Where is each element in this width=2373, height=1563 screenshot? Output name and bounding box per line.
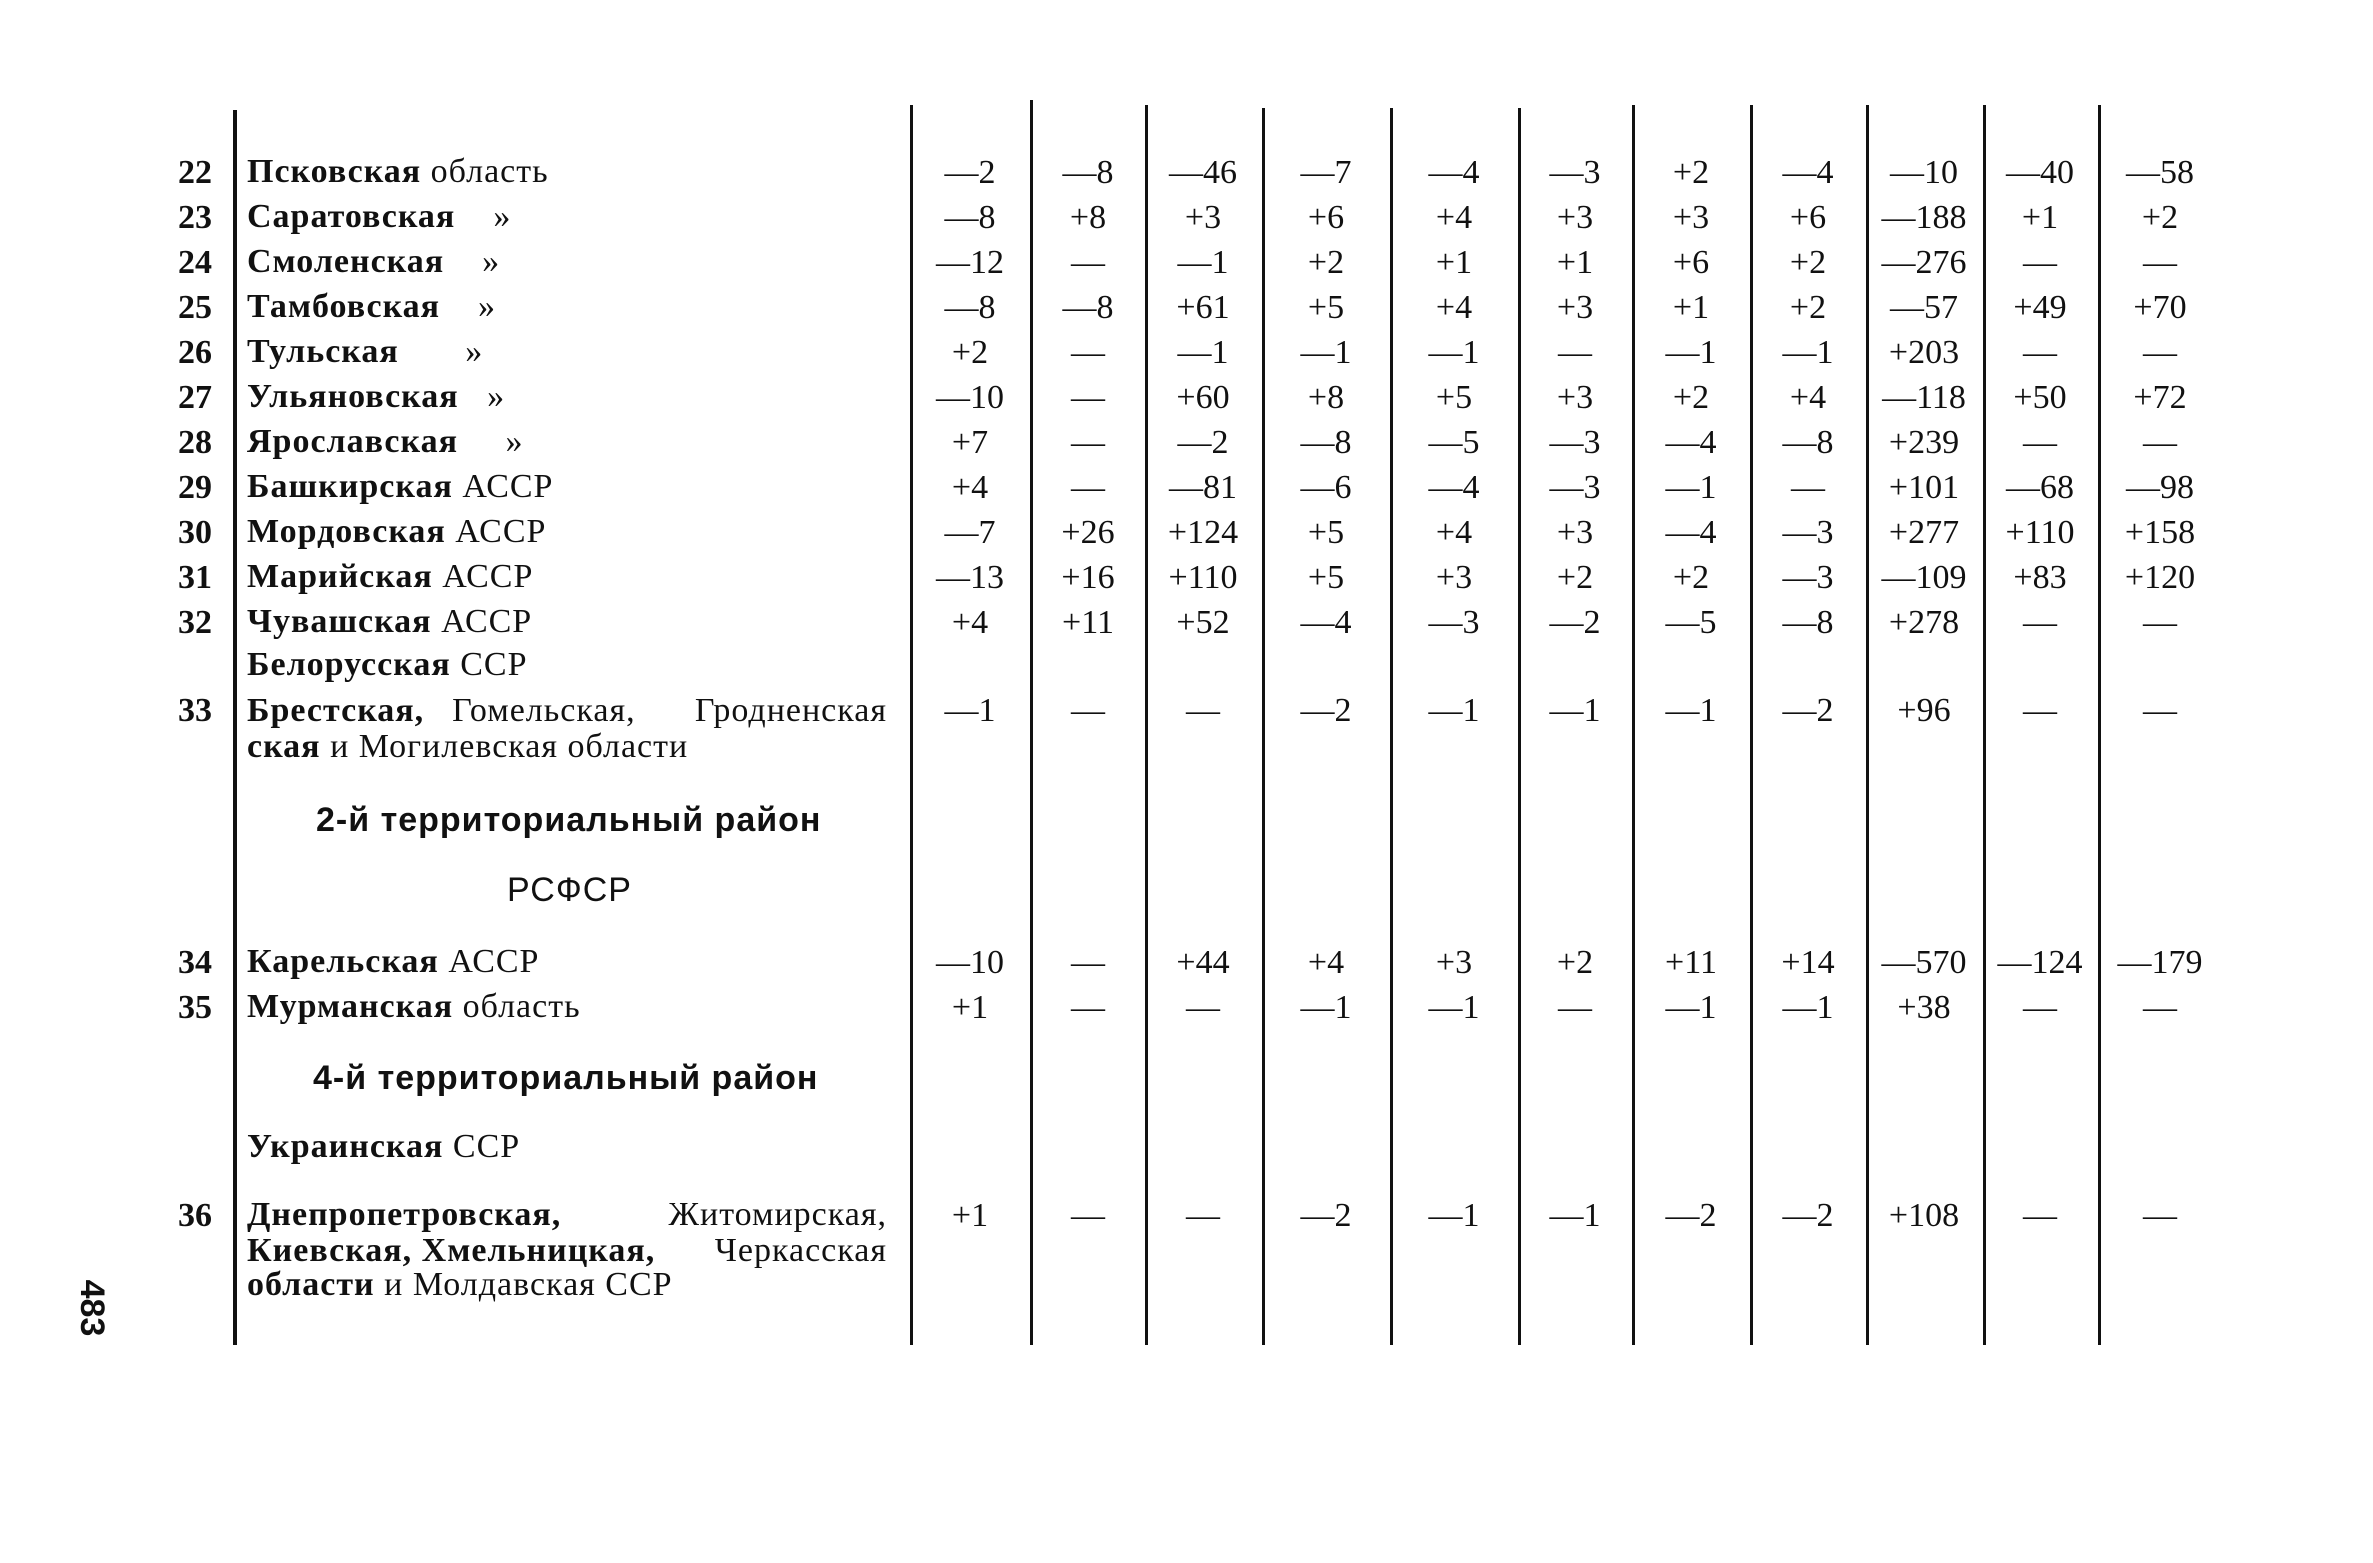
table-cell: —81 (1169, 469, 1237, 506)
row-label-bold: Псковская (247, 153, 422, 190)
table-cell: +6 (1789, 199, 1827, 236)
table-cell: —1 (944, 692, 996, 729)
table-cell: +3 (1556, 199, 1594, 236)
row-label-rest: » (458, 378, 506, 415)
row-label-bold: Чувашская (247, 603, 432, 640)
table-cell: +2 (1556, 944, 1594, 981)
table-cell: +2 (1672, 379, 1710, 416)
table-cell: — (1071, 944, 1105, 981)
table-cell: +61 (1176, 289, 1230, 326)
table-cell: +2 (1789, 244, 1827, 281)
table-cell: —57 (1890, 289, 1958, 326)
column-rule (1632, 105, 1635, 1345)
row-label-bold: области (247, 1266, 375, 1303)
row-number: 28 (178, 424, 212, 461)
table-cell: +60 (1176, 379, 1230, 416)
table-cell: —1 (1428, 692, 1480, 729)
row-label-bold: Тульская (247, 333, 399, 370)
row-label-33 (247, 694, 887, 728)
table-cell: — (2023, 692, 2057, 729)
table-cell: —1 (1782, 334, 1834, 371)
table-cell: +2 (1556, 559, 1594, 596)
table-cell: +5 (1435, 379, 1473, 416)
table-cell: +1 (2021, 199, 2059, 236)
table-cell: +96 (1897, 692, 1951, 729)
row-label-rest: и Могилевская области (320, 728, 689, 765)
row-number: 23 (178, 199, 212, 236)
row-number: 36 (178, 1197, 212, 1234)
table-cell: —2 (944, 154, 996, 191)
table-cell: —179 (2117, 944, 2203, 981)
row-label-bold: Ярославская (247, 423, 458, 460)
table-cell: +1 (1435, 244, 1473, 281)
table-cell: —1 (1549, 692, 1601, 729)
row-label (247, 155, 549, 189)
section-label-rest: ССР (450, 646, 528, 683)
table-cell: —8 (1782, 604, 1834, 641)
table-cell: +3 (1184, 199, 1222, 236)
table-cell: —1 (1177, 334, 1229, 371)
table-cell: +52 (1176, 604, 1230, 641)
table-cell: —124 (1997, 944, 2083, 981)
row-label-bold: Марийская (247, 558, 433, 595)
table-cell: +14 (1781, 944, 1835, 981)
table-cell: — (1186, 989, 1220, 1026)
table-cell: — (1558, 334, 1592, 371)
row-label-rest: АССР (431, 603, 533, 640)
row-label-rest: область (453, 988, 581, 1025)
table-cell: +70 (2133, 289, 2187, 326)
row-label-rest: » (444, 243, 501, 280)
table-cell: +3 (1556, 379, 1594, 416)
table-cell: +2 (951, 334, 989, 371)
table-cell: —2 (1665, 1197, 1717, 1234)
row-label-rest: Житомирская, (668, 1196, 887, 1233)
table-cell: +1 (1556, 244, 1594, 281)
row-label-bold: Карельская (247, 943, 439, 980)
table-cell: —10 (1890, 154, 1958, 191)
column-rule (1390, 108, 1393, 1345)
row-number: 29 (178, 469, 212, 506)
table-cell: +124 (1167, 514, 1239, 551)
table-cell: +203 (1888, 334, 1960, 371)
table-cell: —7 (1300, 154, 1352, 191)
row-number: 31 (178, 559, 212, 596)
table-cell: — (2023, 334, 2057, 371)
section-label-bold: Украинская (247, 1128, 444, 1165)
row-number: 32 (178, 604, 212, 641)
row-number: 35 (178, 989, 212, 1026)
section-label-ukraine (247, 1130, 520, 1164)
table-cell: — (1071, 334, 1105, 371)
table-cell: +5 (1307, 289, 1345, 326)
table-cell: —1 (1428, 989, 1480, 1026)
table-cell: +3 (1556, 514, 1594, 551)
table-cell: +8 (1069, 199, 1107, 236)
table-cell: —13 (936, 559, 1004, 596)
table-cell: +239 (1888, 424, 1960, 461)
table-cell: —3 (1549, 424, 1601, 461)
row-number: 24 (178, 244, 212, 281)
table-cell: —2 (1300, 692, 1352, 729)
table-cell: +83 (2013, 559, 2067, 596)
table-cell: — (1186, 692, 1220, 729)
row-label-rest: область (421, 153, 549, 190)
table-cell: +4 (1435, 289, 1473, 326)
section-label-bold: Белорусская (247, 646, 451, 683)
row-label (247, 560, 533, 594)
table-cell: —118 (1882, 379, 1966, 416)
table-cell: +2 (2141, 199, 2179, 236)
row-label (247, 380, 505, 414)
table-cell: +101 (1888, 469, 1960, 506)
table-cell: —2 (1782, 1197, 1834, 1234)
table-cell: —2 (1177, 424, 1229, 461)
table-cell: — (2143, 424, 2177, 461)
table-cell: +44 (1176, 944, 1230, 981)
row-label-34 (247, 945, 539, 979)
table-cell: —12 (936, 244, 1004, 281)
table-cell: +110 (1168, 559, 1238, 596)
table-cell: —5 (1428, 424, 1480, 461)
table-cell: +2 (1307, 244, 1345, 281)
table-cell: +2 (1672, 559, 1710, 596)
table-cell: — (2143, 989, 2177, 1026)
table-cell: — (2143, 692, 2177, 729)
page-number: 483 (73, 1279, 111, 1337)
row-label-33-line2 (247, 730, 688, 764)
table-cell: +2 (1789, 289, 1827, 326)
row-label-word: Гродненская (694, 692, 887, 729)
table-cell: — (1558, 989, 1592, 1026)
section-label-belarus (247, 648, 527, 682)
row-label-bold: Мурманская (247, 988, 454, 1025)
table-cell: —1 (1665, 989, 1717, 1026)
table-cell: +120 (2124, 559, 2196, 596)
row-label (247, 335, 483, 369)
row-label-line (247, 694, 887, 728)
table-cell: —8 (944, 199, 996, 236)
column-rule (1262, 108, 1265, 1345)
table-cell: +6 (1672, 244, 1710, 281)
table-cell: +4 (1307, 944, 1345, 981)
table-cell: — (1071, 469, 1105, 506)
row-label-line (247, 1198, 887, 1232)
table-cell: — (1071, 989, 1105, 1026)
table-cell: +1 (951, 1197, 989, 1234)
row-label-36-line3 (247, 1268, 673, 1302)
table-cell: —8 (1300, 424, 1352, 461)
table-cell: +4 (1435, 514, 1473, 551)
table-cell: +278 (1888, 604, 1960, 641)
table-cell: —4 (1782, 154, 1834, 191)
table-cell: — (1186, 1197, 1220, 1234)
row-label-36 (247, 1198, 887, 1232)
table-cell: — (2143, 1197, 2177, 1234)
table-cell: — (2023, 604, 2057, 641)
table-cell: +108 (1888, 1197, 1960, 1234)
row-number: 22 (178, 154, 212, 191)
row-label-bold: Брестская, (247, 692, 425, 729)
table-cell: —1 (1177, 244, 1229, 281)
table-cell: —188 (1881, 199, 1967, 236)
table-cell: — (2143, 334, 2177, 371)
table-cell: —4 (1428, 154, 1480, 191)
row-label-rest: » (440, 288, 497, 325)
table-cell: —3 (1782, 559, 1834, 596)
row-label-bold: ская (247, 728, 321, 765)
table-cell: —10 (936, 944, 1004, 981)
row-label (247, 515, 546, 549)
table-cell: —3 (1549, 154, 1601, 191)
row-label-rest: АССР (452, 468, 554, 505)
row-label-rest: АССР (432, 558, 534, 595)
row-label (247, 245, 500, 279)
table-cell: +277 (1888, 514, 1960, 551)
table-cell: —6 (1300, 469, 1352, 506)
republic-heading: РСФСР (507, 871, 632, 909)
table-cell: +6 (1307, 199, 1345, 236)
table-cell: +8 (1307, 379, 1345, 416)
column-rule (2098, 105, 2101, 1345)
row-label (247, 290, 496, 324)
table-cell: —1 (1665, 692, 1717, 729)
table-cell: —109 (1881, 559, 1967, 596)
table-cell: —2 (1549, 604, 1601, 641)
row-number: 27 (178, 379, 212, 416)
table-cell: +72 (2133, 379, 2187, 416)
row-label-rest: » (398, 333, 484, 370)
table-cell: —40 (2006, 154, 2074, 191)
table-cell: —4 (1665, 424, 1717, 461)
table-left-rule (233, 110, 237, 1345)
table-cell: —58 (2126, 154, 2194, 191)
row-label-bold: Башкирская (247, 468, 453, 505)
table-cell: —276 (1881, 244, 1967, 281)
table-cell: —4 (1300, 604, 1352, 641)
table-cell: — (1071, 379, 1105, 416)
row-label-rest: АССР (445, 513, 547, 550)
table-cell: —8 (1062, 289, 1114, 326)
table-cell: — (1071, 424, 1105, 461)
table-cell: —1 (1428, 334, 1480, 371)
table-cell: — (2143, 244, 2177, 281)
table-cell: — (2023, 424, 2057, 461)
table-cell: +3 (1435, 944, 1473, 981)
row-label-bold: Мордовская (247, 513, 446, 550)
table-cell: —3 (1549, 469, 1601, 506)
table-cell: — (1071, 692, 1105, 729)
table-cell: +4 (951, 469, 989, 506)
column-rule (910, 105, 913, 1345)
row-label-rest: » (455, 198, 512, 235)
row-label-bold: Тамбовская (247, 288, 441, 325)
table-cell: +3 (1435, 559, 1473, 596)
table-cell: +50 (2013, 379, 2067, 416)
row-label-word: Гомельская, (452, 692, 636, 729)
table-cell: +1 (951, 989, 989, 1026)
section-label-rest: ССР (443, 1128, 521, 1165)
table-cell: +4 (951, 604, 989, 641)
table-cell: +5 (1307, 514, 1345, 551)
table-cell: —4 (1428, 469, 1480, 506)
row-number: 25 (178, 289, 212, 326)
table-cell: — (2023, 1197, 2057, 1234)
row-label-line (247, 1234, 887, 1268)
table-cell: +16 (1061, 559, 1115, 596)
table-cell: —1 (1549, 1197, 1601, 1234)
row-label (247, 425, 523, 459)
row-label-rest: АССР (438, 943, 540, 980)
table-cell: +11 (1062, 604, 1114, 641)
table-cell: —10 (936, 379, 1004, 416)
table-cell: —8 (944, 289, 996, 326)
row-label-bold: Ульяновская (247, 378, 459, 415)
table-cell: +11 (1665, 944, 1717, 981)
table-cell: —98 (2126, 469, 2194, 506)
table-cell: —2 (1300, 1197, 1352, 1234)
table-cell: —3 (1782, 514, 1834, 551)
table-cell: +38 (1897, 989, 1951, 1026)
table-cell: — (2143, 604, 2177, 641)
table-cell: —3 (1428, 604, 1480, 641)
row-label (247, 605, 532, 639)
table-cell: +5 (1307, 559, 1345, 596)
table-cell: +3 (1556, 289, 1594, 326)
table-cell: +3 (1672, 199, 1710, 236)
table-cell: —1 (1428, 1197, 1480, 1234)
table-cell: +26 (1061, 514, 1115, 551)
table-cell: +158 (2124, 514, 2196, 551)
table-cell: —46 (1169, 154, 1237, 191)
row-label-bold: Днепропетровская, (247, 1196, 562, 1233)
table-cell: —5 (1665, 604, 1717, 641)
row-label-rest: и Молдавская ССР (374, 1266, 673, 1303)
row-label-bold: Саратовская (247, 198, 456, 235)
table-cell: —8 (1062, 154, 1114, 191)
table-cell: +49 (2013, 289, 2067, 326)
row-label-36-line2 (247, 1234, 887, 1268)
row-label (247, 470, 553, 504)
row-number: 26 (178, 334, 212, 371)
table-cell: —1 (1300, 334, 1352, 371)
row-label-bold: Киевская, Хмельницкая, (247, 1232, 656, 1269)
row-label-bold: Смоленская (247, 243, 445, 280)
table-cell: —1 (1782, 989, 1834, 1026)
row-label-rest: Черкасская (714, 1232, 887, 1269)
row-number: 30 (178, 514, 212, 551)
region-heading: 2-й территориальный район (316, 801, 822, 839)
table-cell: —4 (1665, 514, 1717, 551)
table-cell: +4 (1435, 199, 1473, 236)
table-cell: — (2023, 989, 2057, 1026)
table-cell: — (1791, 469, 1825, 506)
table-cell: —570 (1881, 944, 1967, 981)
table-cell: — (1071, 1197, 1105, 1234)
table-cell: — (2023, 244, 2057, 281)
table-cell: +4 (1789, 379, 1827, 416)
row-label-35 (247, 990, 581, 1024)
table-cell: +7 (951, 424, 989, 461)
region-heading: 4-й территориальный район (313, 1059, 819, 1097)
table-cell: +110 (2005, 514, 2075, 551)
row-label (247, 200, 511, 234)
table-cell: —1 (1300, 989, 1352, 1026)
table-cell: —2 (1782, 692, 1834, 729)
table-cell: —8 (1782, 424, 1834, 461)
row-label-rest: » (457, 423, 524, 460)
table-cell: —1 (1665, 469, 1717, 506)
table-cell: +1 (1672, 289, 1710, 326)
table-cell: —1 (1665, 334, 1717, 371)
table-cell: —7 (944, 514, 996, 551)
table-cell: +2 (1672, 154, 1710, 191)
row-number: 34 (178, 944, 212, 981)
row-number: 33 (178, 692, 212, 729)
table-cell: — (1071, 244, 1105, 281)
row-label-rest (424, 694, 887, 728)
table-cell: —68 (2006, 469, 2074, 506)
